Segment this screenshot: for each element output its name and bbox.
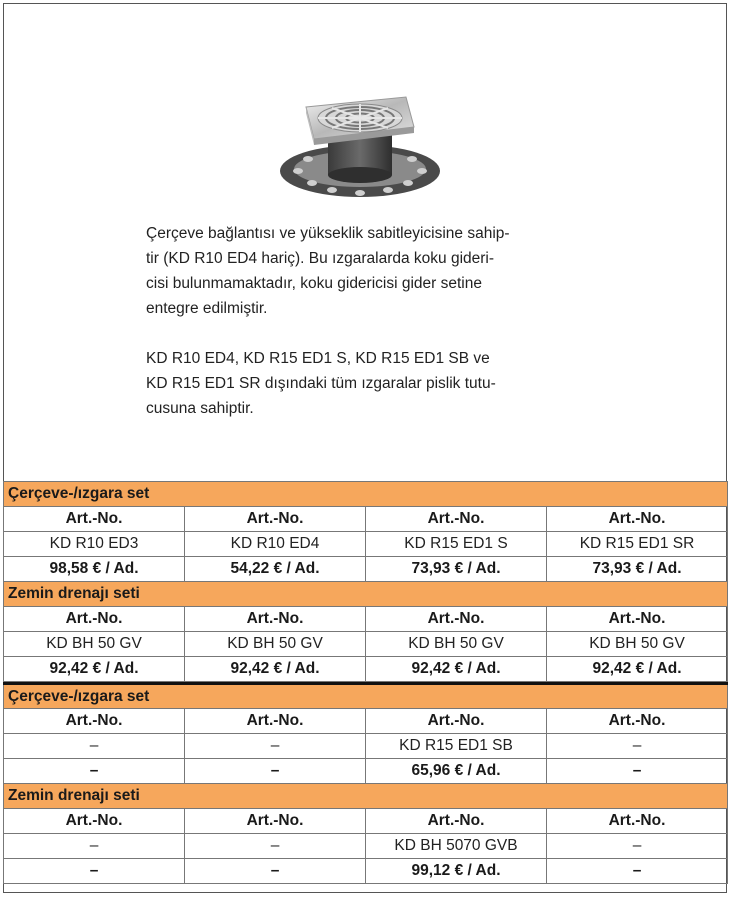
price-cell: 92,42 € / Ad. — [4, 657, 185, 682]
description-paragraph-2 — [146, 346, 566, 421]
section-title: Zemin drenajı seti — [4, 582, 728, 607]
column-header: Art.-No. — [185, 709, 366, 734]
article-number: KD BH 50 GV — [185, 632, 366, 657]
column-header: Art.-No. — [366, 709, 547, 734]
text-line: cusuna sahiptir. — [146, 400, 254, 417]
price-cell: – — [185, 859, 366, 884]
section-row — [4, 784, 728, 809]
section-title: Çerçeve-/ızgara set — [4, 684, 728, 709]
column-header: Art.-No. — [4, 809, 185, 834]
article-number: – — [185, 734, 366, 759]
price-cell: 73,93 € / Ad. — [366, 557, 547, 582]
section-row — [4, 482, 728, 507]
column-header: Art.-No. — [185, 809, 366, 834]
article-number: KD BH 50 GV — [4, 632, 185, 657]
article-number: – — [185, 834, 366, 859]
article-row — [4, 834, 728, 859]
price-cell: – — [547, 759, 728, 784]
column-header: Art.-No. — [366, 507, 547, 532]
article-number: – — [547, 734, 728, 759]
article-number: KD BH 5070 GVB — [366, 834, 547, 859]
price-cell: 92,42 € / Ad. — [185, 657, 366, 682]
article-number: KD R15 ED1 SR — [547, 532, 728, 557]
article-number: KD BH 50 GV — [547, 632, 728, 657]
price-cell: 92,42 € / Ad. — [547, 657, 728, 682]
price-cell: – — [185, 759, 366, 784]
article-number: – — [4, 734, 185, 759]
article-number: KD R10 ED3 — [4, 532, 185, 557]
section-title: Çerçeve-/ızgara set — [4, 482, 728, 507]
article-number: KD R10 ED4 — [185, 532, 366, 557]
description-paragraph-1 — [146, 221, 566, 321]
header-row — [4, 607, 728, 632]
price-table-1 — [3, 481, 728, 682]
article-row — [4, 632, 728, 657]
header-row — [4, 709, 728, 734]
price-cell: 92,42 € / Ad. — [366, 657, 547, 682]
price-row — [4, 557, 728, 582]
price-cell: 54,22 € / Ad. — [185, 557, 366, 582]
column-header: Art.-No. — [4, 709, 185, 734]
article-number: – — [547, 834, 728, 859]
column-header: Art.-No. — [547, 607, 728, 632]
article-number: KD BH 50 GV — [366, 632, 547, 657]
price-cell: – — [4, 859, 185, 884]
text-line: KD R15 ED1 SR dışındaki tüm ızgaralar pislik tutu- — [146, 375, 496, 392]
header-row — [4, 809, 728, 834]
price-row — [4, 657, 728, 682]
price-cell: 65,96 € / Ad. — [366, 759, 547, 784]
floor-drain-image — [272, 93, 448, 203]
section-row — [4, 582, 728, 607]
price-row — [4, 859, 728, 884]
article-number: – — [4, 834, 185, 859]
text-line: entegre edilmiştir. — [146, 300, 268, 317]
article-row — [4, 734, 728, 759]
section-row — [4, 684, 728, 709]
column-header: Art.-No. — [366, 607, 547, 632]
article-number: KD R15 ED1 SB — [366, 734, 547, 759]
text-line: tir (KD R10 ED4 hariç). Bu ızgaralarda koku gideri- — [146, 250, 495, 267]
column-header: Art.-No. — [185, 507, 366, 532]
column-header: Art.-No. — [547, 709, 728, 734]
price-cell: – — [547, 859, 728, 884]
price-table-2 — [3, 682, 728, 884]
column-header: Art.-No. — [185, 607, 366, 632]
header-row — [4, 507, 728, 532]
column-header: Art.-No. — [4, 507, 185, 532]
price-cell: 98,58 € / Ad. — [4, 557, 185, 582]
article-row — [4, 532, 728, 557]
text-line: KD R10 ED4, KD R15 ED1 S, KD R15 ED1 SB ve — [146, 350, 490, 367]
column-header: Art.-No. — [366, 809, 547, 834]
column-header: Art.-No. — [547, 507, 728, 532]
price-cell: 99,12 € / Ad. — [366, 859, 547, 884]
text-line: cisi bulunmamaktadır, koku gidericisi gider setine — [146, 275, 482, 292]
product-description — [146, 221, 566, 421]
column-header: Art.-No. — [4, 607, 185, 632]
section-title: Zemin drenajı seti — [4, 784, 728, 809]
article-number: KD R15 ED1 S — [366, 532, 547, 557]
price-tables — [3, 481, 727, 884]
price-row — [4, 759, 728, 784]
price-cell: 73,93 € / Ad. — [547, 557, 728, 582]
column-header: Art.-No. — [547, 809, 728, 834]
text-line: Çerçeve bağlantısı ve yükseklik sabitleyicisine sahip- — [146, 225, 510, 242]
price-cell: – — [4, 759, 185, 784]
